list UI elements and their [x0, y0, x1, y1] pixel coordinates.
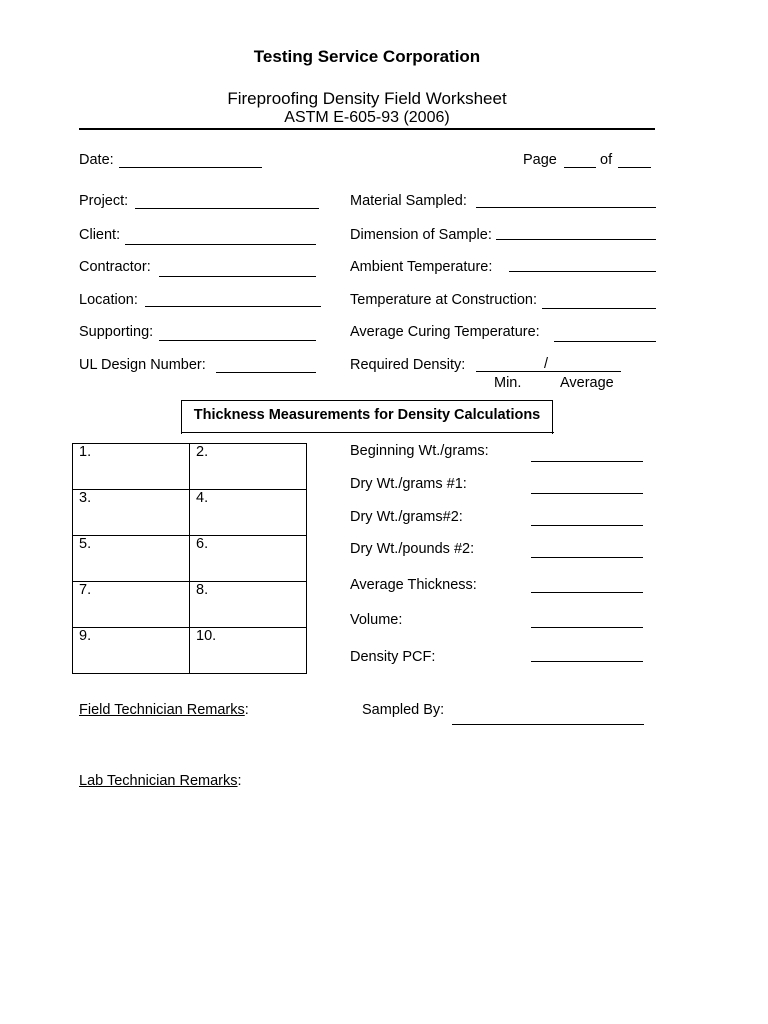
page-number-field[interactable] — [564, 167, 596, 168]
ul-design-number-field[interactable] — [216, 372, 316, 373]
temperature-at-construction-label: Temperature at Construction: — [350, 292, 537, 308]
supporting-field[interactable] — [159, 340, 316, 341]
location-field[interactable] — [145, 306, 321, 307]
contractor-label: Contractor: — [79, 259, 151, 275]
grid-row — [73, 536, 307, 582]
measurement-cell-7[interactable]: 7. — [73, 582, 190, 628]
dry-weight-pounds-2-label: Dry Wt./pounds #2: — [350, 541, 475, 557]
lab-remarks-colon: : — [237, 773, 242, 789]
field-technician-remarks-heading — [79, 702, 249, 718]
field-technician-remarks-label: Field Technician Remarks — [79, 702, 245, 718]
density-pcf-field[interactable] — [531, 661, 643, 662]
measurement-cell-6[interactable]: 6. — [190, 536, 307, 582]
supporting-label: Supporting: — [79, 324, 154, 340]
beginning-weight-label: Beginning Wt./grams: — [350, 443, 489, 459]
field-remarks-colon: : — [244, 702, 249, 718]
material-sampled-field[interactable] — [476, 207, 656, 208]
lab-technician-remarks-label: Lab Technician Remarks — [79, 773, 238, 789]
dimension-of-sample-label: Dimension of Sample: — [350, 227, 492, 243]
measurement-cell-4[interactable]: 4. — [190, 490, 307, 536]
grid-row — [73, 582, 307, 628]
sampled-by-field[interactable] — [452, 724, 644, 725]
average-curing-temperature-field[interactable] — [554, 341, 656, 342]
dry-weight-grams-1-label: Dry Wt./grams #1: — [350, 476, 467, 492]
client-label: Client: — [79, 227, 121, 243]
client-field[interactable] — [125, 244, 316, 245]
project-field[interactable] — [135, 208, 319, 209]
page-label: Page — [523, 152, 557, 168]
volume-label: Volume: — [350, 612, 403, 628]
beginning-weight-field[interactable] — [531, 461, 643, 462]
measurement-cell-10[interactable]: 10. — [190, 628, 307, 674]
measurement-cell-8[interactable]: 8. — [190, 582, 307, 628]
location-label: Location: — [79, 292, 138, 308]
date-label: Date: — [79, 152, 114, 168]
grid-row — [73, 444, 307, 490]
header-rule — [79, 128, 655, 130]
ambient-temperature-label: Ambient Temperature: — [350, 259, 493, 275]
required-density-field[interactable] — [476, 371, 621, 372]
average-curing-temperature-label: Average Curing Temperature: — [350, 324, 540, 340]
ambient-temperature-field[interactable] — [509, 271, 656, 272]
section-title: Thickness Measurements for Density Calculations — [193, 407, 541, 423]
grid-row — [73, 628, 307, 674]
density-separator: / — [544, 356, 549, 372]
density-average-label: Average — [560, 375, 614, 391]
dry-weight-grams-1-field[interactable] — [531, 493, 643, 494]
dry-weight-pounds-2-field[interactable] — [531, 557, 643, 558]
ul-design-number-label: UL Design Number: — [79, 357, 206, 373]
date-field[interactable] — [119, 167, 262, 168]
lab-technician-remarks-heading — [79, 773, 242, 789]
density-min-label: Min. — [494, 375, 522, 391]
measurement-cell-3[interactable]: 3. — [73, 490, 190, 536]
contractor-field[interactable] — [159, 276, 316, 277]
density-pcf-label: Density PCF: — [350, 649, 436, 665]
worksheet-title: Fireproofing Density Field Worksheet — [227, 89, 507, 108]
thickness-measurement-grid — [72, 443, 307, 674]
section-title-box-bottom — [181, 432, 554, 433]
temperature-at-construction-field[interactable] — [542, 308, 656, 309]
dry-weight-grams-2-field[interactable] — [531, 525, 643, 526]
of-label: of — [600, 152, 613, 168]
dry-weight-grams-2-label: Dry Wt./grams#2: — [350, 509, 463, 525]
volume-field[interactable] — [531, 627, 643, 628]
sampled-by-label: Sampled By: — [362, 702, 445, 718]
project-label: Project: — [79, 193, 129, 209]
measurement-cell-1[interactable]: 1. — [73, 444, 190, 490]
measurement-cell-5[interactable]: 5. — [73, 536, 190, 582]
page-total-field[interactable] — [618, 167, 651, 168]
standard-reference: ASTM E-605-93 (2006) — [284, 109, 450, 126]
measurement-cell-9[interactable]: 9. — [73, 628, 190, 674]
average-thickness-field[interactable] — [531, 592, 643, 593]
measurement-cell-2[interactable]: 2. — [190, 444, 307, 490]
dimension-of-sample-field[interactable] — [496, 239, 656, 240]
required-density-label: Required Density: — [350, 357, 466, 373]
grid-row — [73, 490, 307, 536]
company-name: Testing Service Corporation — [253, 47, 481, 66]
average-thickness-label: Average Thickness: — [350, 577, 477, 593]
material-sampled-label: Material Sampled: — [350, 193, 467, 209]
